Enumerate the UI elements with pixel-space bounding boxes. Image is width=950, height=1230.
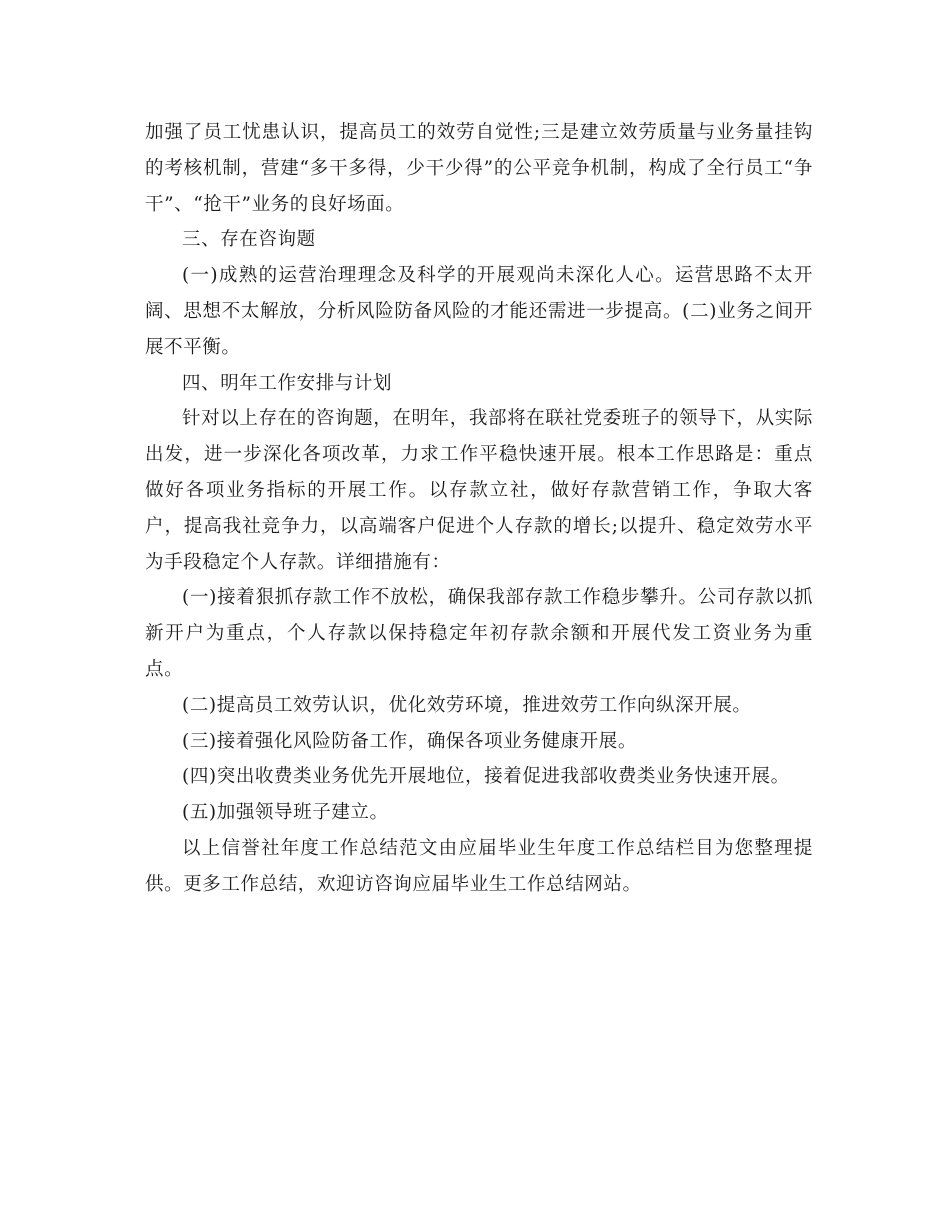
paragraph-closing-note: 以上信誉社年度工作总结范文由应届毕业生年度工作总结栏目为您整理提供。更多工作总结，欢迎访咨询应届毕业生工作总结网站。 [145,837,813,895]
section-heading-problems: 三、存在咨询题 [182,229,316,251]
paragraph-measure-3: (三)接着强化风险防备工作，确保各项业务健康开展。 [182,730,637,752]
paragraph-measure-1: (一)接着狠抓存款工作不放松，确保我部存款工作稳步攀升。公司存款以抓新开户为重点，个人存款以保持稳定年初存款余额和开展代发工资业务为重点。 [145,587,813,680]
document-body [145,115,813,903]
paragraph-continuation: 加强了员工忧患认识，提高员工的效劳自觉性;三是建立效劳质量与业务量挂钩的考核机制，营建“多干多得，少干少得”的公平竞争机制，构成了全行员工“争干”、“抢干”业务的良好场面。 [145,122,813,215]
paragraph-plan-intro: 针对以上存在的咨询题，在明年，我部将在联社党委班子的领导下，从实际出发，进一步深化各项改革，力求工作平稳快速开展。根本工作思路是：重点做好各项业务指标的开展工作。以存款立社，做好存款营销工作，争取大客户，提高我社竞争力，以高端客户促进个人存款的增长;以提升、稳定效劳水平为手段稳定个人存款。详细措施有： [145,408,813,573]
paragraph-measure-4: (四)突出收费类业务优先开展地位，接着促进我部收费类业务快速开展。 [182,766,790,788]
paragraph-problems: (一)成熟的运营治理理念及科学的开展观尚未深化人心。运营思路不太开阔、思想不太解放，分析风险防备风险的才能还需进一步提高。(二)业务之间开展不平衡。 [145,265,813,358]
section-heading-plan: 四、明年工作安排与计划 [182,372,393,394]
paragraph-measure-5: (五)加强领导班子建立。 [182,802,389,824]
paragraph-measure-2: (二)提高员工效劳认识，优化效劳环境，推进效劳工作向纵深开展。 [182,694,752,716]
